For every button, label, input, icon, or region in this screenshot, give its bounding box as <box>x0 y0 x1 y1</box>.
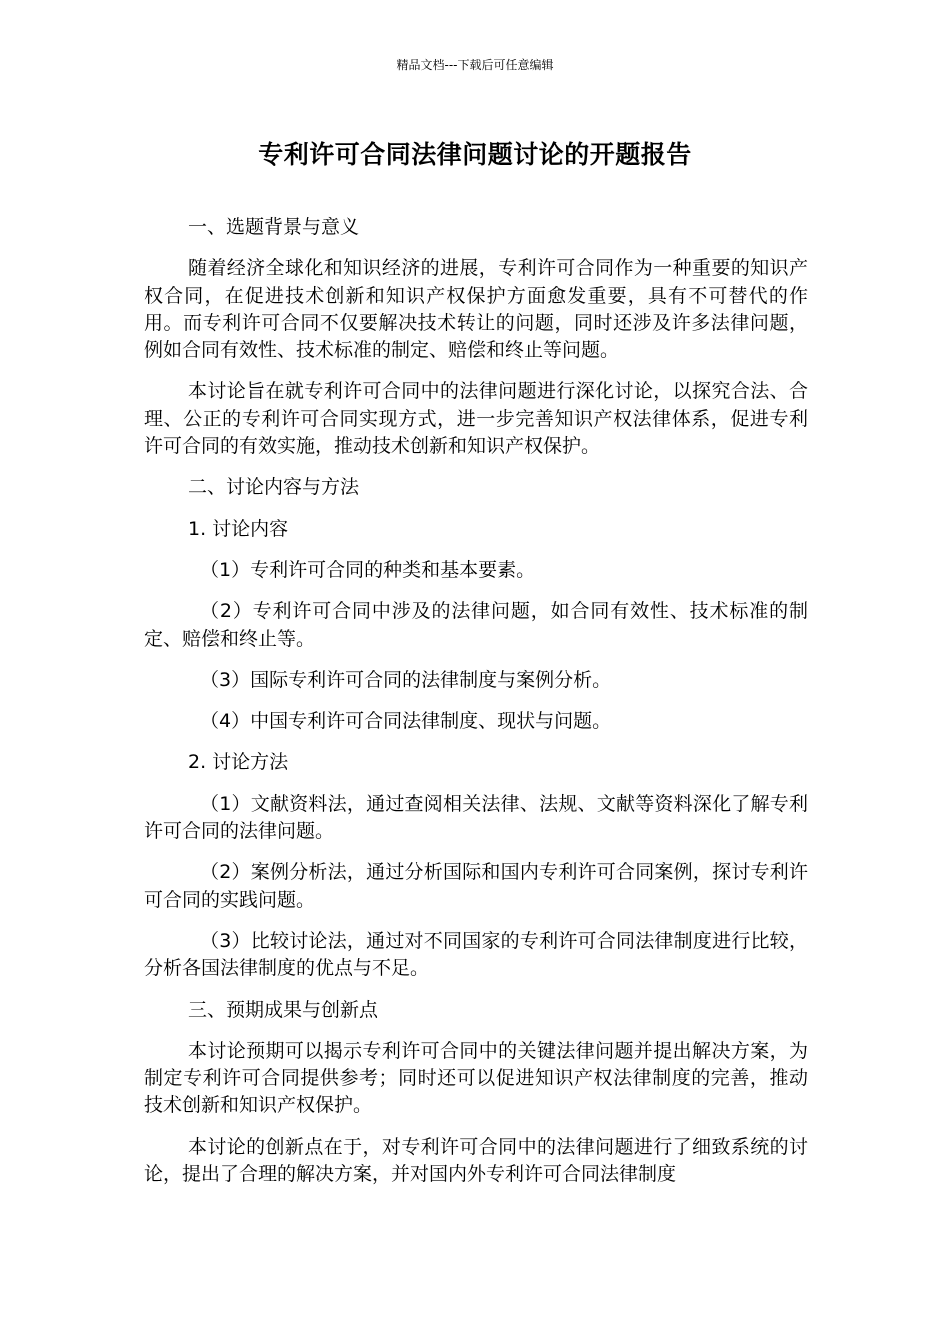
list-item-method-3: （3）比较讨论法，通过对不同国家的专利许可合同法律制度进行比较，分析各国法律制度的优点与不足。 <box>144 929 808 980</box>
paragraph-outcomes-2: 本讨论的创新点在于，对专利许可合同中的法律问题进行了细致系统的讨论，提出了合理的解决方案，并对国内外专利许可合同法律制度 <box>144 1135 808 1186</box>
list-item-content-3: （3）国际专利许可合同的法律制度与案例分析。 <box>200 668 612 691</box>
paragraph-background-2: 本讨论旨在就专利许可合同中的法律问题进行深化讨论，以探究合法、合理、公正的专利许可合同实现方式，进一步完善知识产权法律体系，促进专利许可合同的有效实施，推动技术创新和知识产权保护。 <box>144 380 808 458</box>
section-heading-content-method: 二、讨论内容与方法 <box>188 476 360 499</box>
document-body <box>144 214 808 1188</box>
subheading-method: 2. 讨论方法 <box>188 751 289 774</box>
paragraph-outcomes-1: 本讨论预期可以揭示专利许可合同中的关键法律问题并提出解决方案，为制定专利许可合同提供参考；同时还可以促进知识产权法律制度的完善，推动技术创新和知识产权保护。 <box>144 1039 808 1117</box>
section-heading-background: 一、选题背景与意义 <box>188 216 360 238</box>
document-title: 专利许可合同法律问题讨论的开题报告 <box>258 140 692 169</box>
section-heading-outcomes: 三、预期成果与创新点 <box>188 998 379 1021</box>
list-item-method-1: （1）文献资料法，通过查阅相关法律、法规、文献等资料深化了解专利许可合同的法律问题。 <box>144 792 808 843</box>
header-note: 精品文档---下载后可任意编辑 <box>396 58 554 72</box>
list-item-content-2: （2）专利许可合同中涉及的法律问题，如合同有效性、技术标准的制定、赔偿和终止等。 <box>144 600 808 650</box>
list-item-content-4: （4）中国专利许可合同法律制度、现状与问题。 <box>200 710 612 733</box>
list-item-content-1: （1）专利许可合同的种类和基本要素。 <box>200 558 536 581</box>
list-item-method-2: （2）案例分析法，通过分析国际和国内专利许可合同案例，探讨专利许可合同的实践问题。 <box>144 861 808 911</box>
paragraph-background-1: 随着经济全球化和知识经济的进展，专利许可合同作为一种重要的知识产权合同，在促进技术创新和知识产权保护方面愈发重要，具有不可替代的作用。而专利许可合同不仅要解决技术转让的问题，同时还涉及许多法律问题，例如合同有效性、技术标准的制定、赔偿和终止等问题。 <box>144 257 808 362</box>
subheading-content: 1. 讨论内容 <box>188 517 289 540</box>
